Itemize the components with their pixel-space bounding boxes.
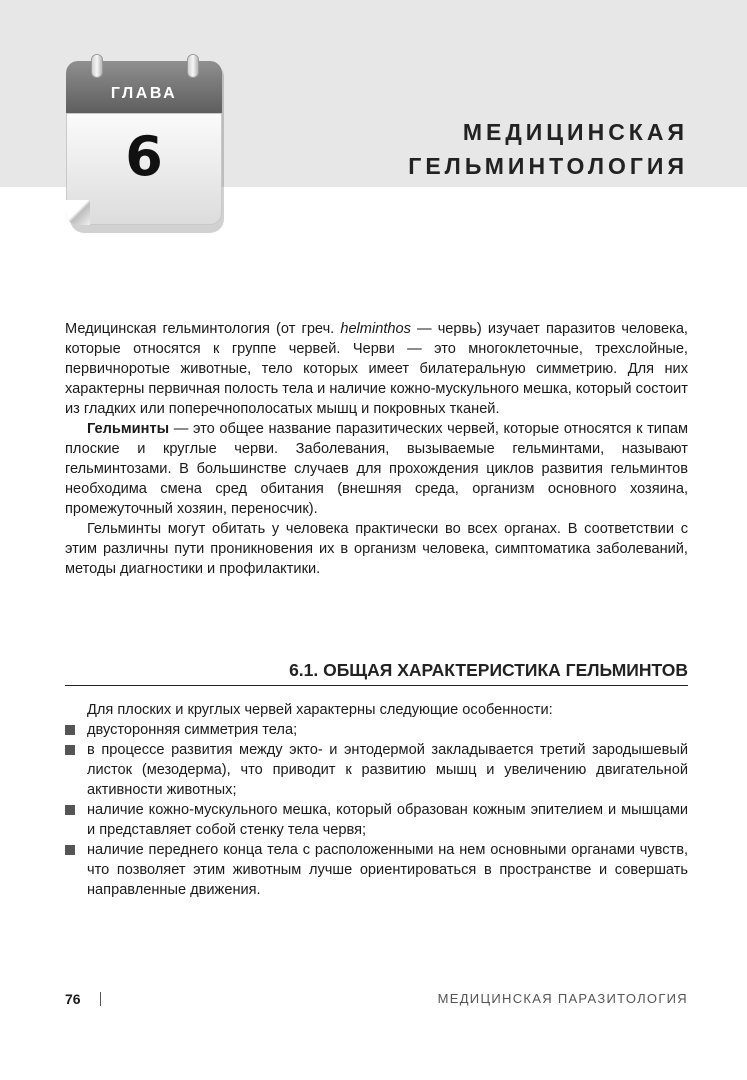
intro-paragraph-3: Гельминты могут обитать у человека практически во всех органах. В соответствии с этим различны пути проникновения их в организм человека, симптоматика заболеваний, методы диагностики и профилактики. [65, 521, 688, 577]
p1-text-start: Медицинская гельминтология (от греч. [65, 321, 341, 337]
chapter-title-line1: МЕДИЦИНСКАЯ [462, 119, 688, 145]
running-title: МЕДИЦИНСКАЯ ПАРАЗИТОЛОГИЯ [437, 991, 688, 1006]
features-lead: Для плоских и круглых червей характерны следующие особенности: [87, 702, 553, 718]
chapter-number: 6 [125, 125, 163, 188]
intro-text [65, 319, 688, 579]
square-bullet-icon [65, 745, 75, 755]
footer-divider [100, 992, 101, 1006]
square-bullet-icon [65, 845, 75, 855]
chapter-title [408, 115, 688, 183]
chapter-label: ГЛАВА [110, 85, 178, 102]
calendar-ring-icon [188, 55, 198, 77]
p2-text: — это общее название паразитических червей, которые относятся к типам плоские и круглые черви. Заболевания, вызываемые гельминтами, называют гельминтозами. В большинстве случаев для прохождения циклов развития гельминтов необходима смена сред обитания (внешняя среда, организм основного хозяина, промежуточный хозяин, переносчик). [65, 421, 688, 517]
chapter-calendar-graphic [66, 55, 224, 233]
features-block [65, 700, 688, 900]
page-footer [65, 991, 688, 1011]
list-item [65, 740, 688, 800]
intro-paragraph-1 [65, 319, 688, 419]
list-item-text: наличие переднего конца тела с расположенными на нем основными органами чувств, что позволяет этим животным лучше ориентироваться в пространстве и совершать направленные движения. [87, 842, 688, 898]
list-item-text: наличие кожно-мускульного мешка, который образован кожным эпителием и мышцами и представляет собой стенку тела червя; [87, 802, 688, 838]
greek-term: helminthos [340, 321, 411, 337]
list-item-text: двусторонняя симметрия тела; [87, 722, 298, 738]
helminths-term: Гельминты [87, 421, 170, 437]
intro-paragraph-2 [65, 419, 688, 519]
section-heading: 6.1. ОБЩАЯ ХАРАКТЕРИСТИКА ГЕЛЬМИНТОВ [65, 660, 688, 686]
list-item [65, 720, 688, 740]
list-item [65, 800, 688, 840]
page-number: 76 [65, 991, 81, 1007]
square-bullet-icon [65, 725, 75, 735]
p1-text-end: — червь) изучает паразитов человека, которые относятся к группе червей. Черви — это многоклеточные, трехслойные, первичноротые животные, тело которых имеет билатеральную симметрию. Для них характерны первичная полость тела и наличие кожно-мускульного мешка, который состоит из гладких или поперечнополосатых мышц и покровных тканей. [65, 321, 688, 417]
chapter-title-line2: ГЕЛЬМИНТОЛОГИЯ [408, 153, 688, 179]
list-item [65, 840, 688, 900]
calendar-ring-icon [92, 55, 102, 77]
square-bullet-icon [65, 805, 75, 815]
list-item-text: в процессе развития между экто- и энтодермой закладывается третий зародышевый листок (мезодерма), что приводит к развитию мышц и увеличению двигательной активности животных; [87, 742, 688, 798]
features-list [65, 720, 688, 900]
page-curl-icon [66, 200, 90, 225]
